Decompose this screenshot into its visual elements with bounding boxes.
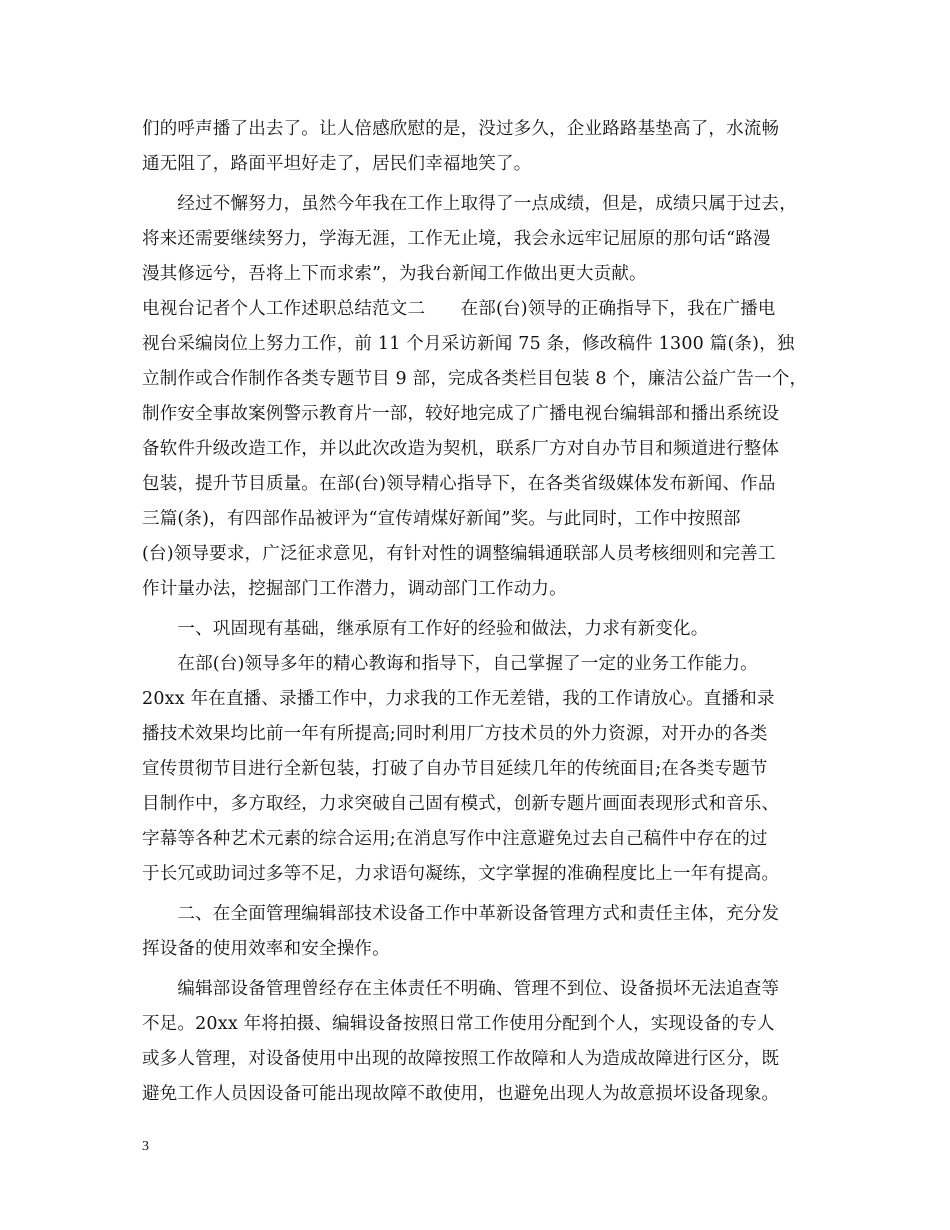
text-line: 播技术效果均比前一年有所提高;同时利用厂方技术员的外力资源，对开办的各类 — [142, 724, 768, 744]
text-line: 备软件升级改造工作，并以此次改造为契机，联系厂方对自办节目和频道进行整体 — [142, 439, 780, 459]
text-line: 三篇(条)，有四部作品被评为“宣传靖煤好新闻”奖。与此同时，工作中按照部 — [142, 509, 741, 529]
text-line: 目制作中，多方取经，力求突破自己固有模式，创新专题片画面表现形式和音乐、 — [142, 794, 780, 814]
text-line: 制作安全事故案例警示教育片一部，较好地完成了广播电视台编辑部和播出系统设 — [142, 404, 780, 424]
text-line: 宣传贯彻节目进行全新包装，打破了自办节目延续几年的传统面目;在各类专题节 — [142, 759, 768, 779]
text-line: 编辑部设备管理曾经存在主体责任不明确、管理不到位、设备损坏无法追查等 — [142, 979, 780, 999]
text-line: (台)领导要求，广泛征求意见，有针对性的调整编辑通联部人员考核细则和完善工 — [142, 544, 776, 564]
text-line: 经过不懈努力，虽然今年我在工作上取得了一点成绩，但是，成绩只属于过去， — [142, 194, 797, 214]
text-line: 在部(台)领导多年的精心教诲和指导下，自己掌握了一定的业务工作能力。 — [142, 654, 758, 674]
page-number: 3 — [142, 1139, 149, 1154]
text-line: 立制作或合作制作各类专题节目 9 部，完成各类栏目包装 8 个，廉洁公益广告一个， — [142, 369, 808, 389]
text-line: 避免工作人员因设备可能出现故障不敢使用，也避免出现人为故意损坏设备现象。 — [142, 1084, 780, 1104]
section-heading-line: 电视台记者个人工作述职总结范文二 在部(台)领导的正确指导下，我在广播电 — [142, 299, 776, 319]
text-line: 或多人管理，对设备使用中出现的故障按照工作故障和人为造成故障进行区分，既 — [142, 1049, 780, 1069]
text-line: 不足。20xx 年将拍摄、编辑设备按照日常工作使用分配到个人，实现设备的专人 — [142, 1014, 775, 1034]
text-line: 二、在全面管理编辑部技术设备工作中革新设备管理方式和责任主体，充分发 — [142, 904, 780, 924]
text-line: 包装，提升节目质量。在部(台)领导精心指导下，在各类省级媒体发布新闻、作品 — [142, 474, 776, 494]
text-line: 字幕等各种艺术元素的综合运用;在消息写作中注意避免过去自己稿件中存在的过 — [142, 829, 768, 849]
text-line: 挥设备的使用效率和安全操作。 — [142, 939, 390, 959]
text-line: 作计量办法，挖掘部门工作潜力，调动部门工作动力。 — [142, 579, 567, 599]
text-line: 视台采编岗位上努力工作，前 11 个月采访新闻 75 条，修改稿件 1300 篇(条)，独 — [142, 334, 795, 354]
text-line: 于长冗或助词过多等不足，力求语句凝练，文字掌握的准确程度比上一年有提高。 — [142, 864, 780, 884]
text-line: 将来还需要继续努力，学海无涯，工作无止境，我会永远牢记屈原的那句话“路漫 — [142, 229, 771, 249]
text-line: 们的呼声播了出去了。让人倍感欣慰的是，没过多久，企业路路基垫高了，水流畅 — [142, 119, 780, 139]
text-line: 20xx 年在直播、录播工作中，力求我的工作无差错，我的工作请放心。直播和录 — [142, 689, 775, 709]
text-line: 通无阻了，路面平坦好走了，居民们幸福地笑了。 — [142, 154, 532, 174]
text-line: 一、巩固现有基础，继承原有工作好的经验和做法，力求有新变化。 — [142, 619, 709, 639]
text-line: 漫其修远兮，吾将上下而求索”，为我台新闻工作做出更大贡献。 — [142, 264, 647, 284]
